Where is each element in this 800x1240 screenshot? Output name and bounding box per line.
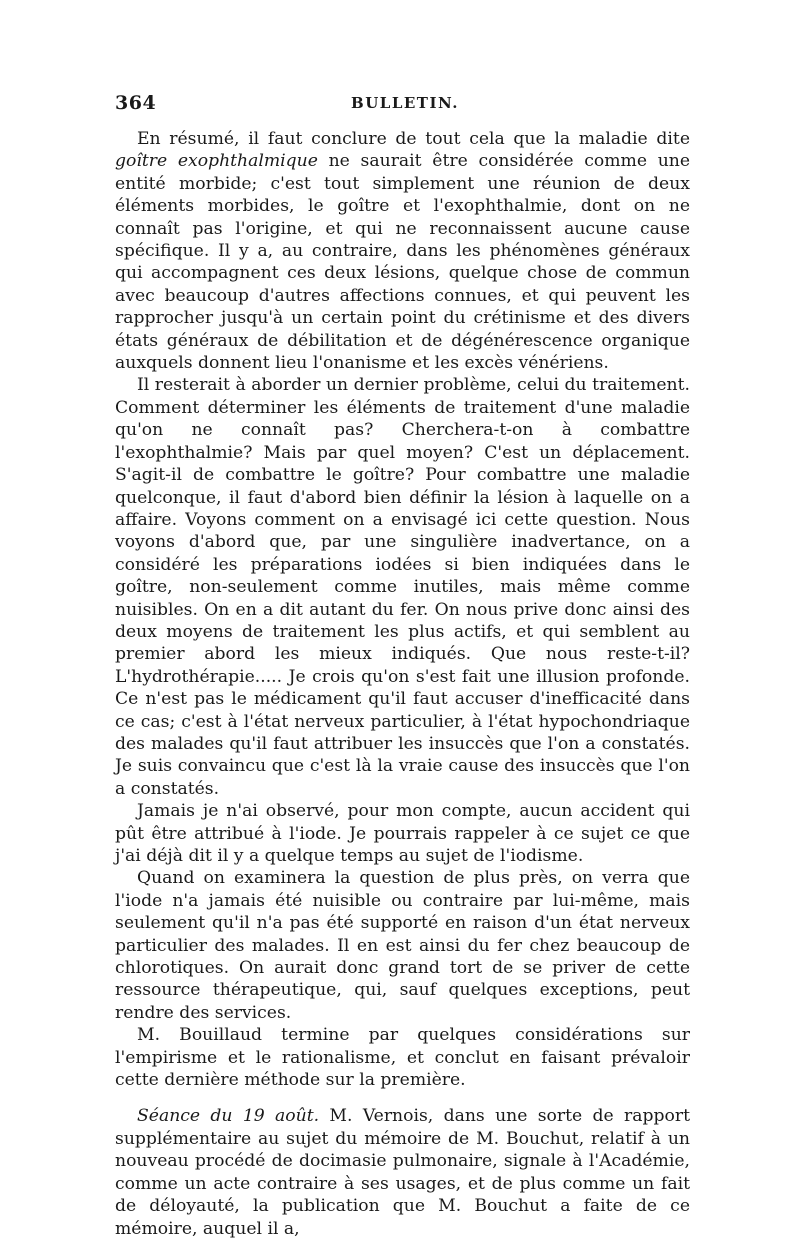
paragraph-treatment: Il resterait à aborder un dernier problème, celui du traitement. Comment déterminer les éléments de traitement d'une maladie qu'on ne connaît pas? Cherchera-t-on à combattre l'exophthalmie? Mais par quel moyen? C'est un déplacement. S'agit-il de combattre le goître? Pour combattre une maladie quelconque, il faut d'abord bien définir la lésion à laquelle on a affaire. Voyons comment on a envisagé ici cette question. Nous voyons d'abord que, par une singulière inadvertance, on a considéré les préparations iodées si bien indiquées dans le goître, non-seulement comme inutiles, mais même comme nuisibles. On en a dit autant du fer. On nous prive donc ainsi des deux moyens de traitement les plus actifs, et qui semblent au premier abord les mieux indiqués. Que nous reste-t-il? L'hydrothérapie..... Je crois qu'on s'est fait une illusion profonde. Ce n'est pas le médicament qu'il faut accuser d'inefficacité dans ce cas; c'est à l'état nerveux particulier, à l'état hypochondriaque des malades qu'il faut attribuer les insuccès que l'on a constatés. Je suis convaincu que c'est là la vraie cause des insuccès que l'on a constatés. bbox=[115, 375, 690, 799]
seance-date: Séance du 19 août. bbox=[137, 1106, 320, 1127]
paragraph-seance: Séance du 19 août. M. Vernois, dans une sorte de rapport supplémentaire au sujet du mémoire de M. Bouchut, relatif à un nouveau procédé de docimasie pulmonaire, signale à l'Académie, comme un acte contraire à ses usages, et de plus comme un fait de déloyauté, la publication que M. Bouchut a faite de ce mémoire, auquel il a, bbox=[115, 1106, 690, 1239]
paragraph-question: Quand on examinera la question de plus près, on verra que l'iode n'a jamais été nuisible ou contraire par lui-même, mais seulement qu'il n'a pas été supporté en raison d'un état nerveux particulier des malades. Il en est ainsi du fer chez beaucoup de chlorotiques. On aurait donc grand tort de se priver de cette ressource thérapeutique, qui, sauf quelques exceptions, peut rendre des services. bbox=[115, 868, 690, 1023]
page-header bbox=[115, 92, 695, 114]
page-number: 364 bbox=[115, 92, 157, 114]
running-title: BULLETIN. bbox=[351, 94, 459, 112]
paragraph-iode: Jamais je n'ai observé, pour mon compte, aucun accident qui pût être attribué à l'iode. Je pourrais rappeler à ce sujet ce que j'ai déjà dit il y a quelque temps au sujet de l'iodisme. bbox=[115, 801, 690, 866]
emphasis-goitre-exophthalmique: goître exophthalmique bbox=[115, 151, 318, 172]
paragraph-bouillaud: M. Bouillaud termine par quelques considérations sur l'empirisme et le rationalisme, et conclut en faisant prévaloir cette dernière méthode sur la première. bbox=[115, 1025, 690, 1091]
body-text bbox=[115, 128, 690, 1240]
paragraph-summary: En résumé, il faut conclure de tout cela que la maladie dite goître exophthalmique ne saurait être considérée comme une entité morbide; c'est tout simplement une réunion de deux éléments morbides, le goître et l'exophthalmie, dont on ne connaît pas l'origine, et qui ne reconnaissent aucune cause spécifique. Il y a, au contraire, dans les phénomènes généraux qui accompagnent ces deux lésions, quelque chose de commun avec beaucoup d'autres affections connues, et qui peuvent les rapprocher jusqu'à un certain point du crétinisme et des divers états généraux de débilitation et de dégénérescence organique auxquels donnent lieu l'onanisme et les excès vénériens. bbox=[115, 129, 691, 374]
